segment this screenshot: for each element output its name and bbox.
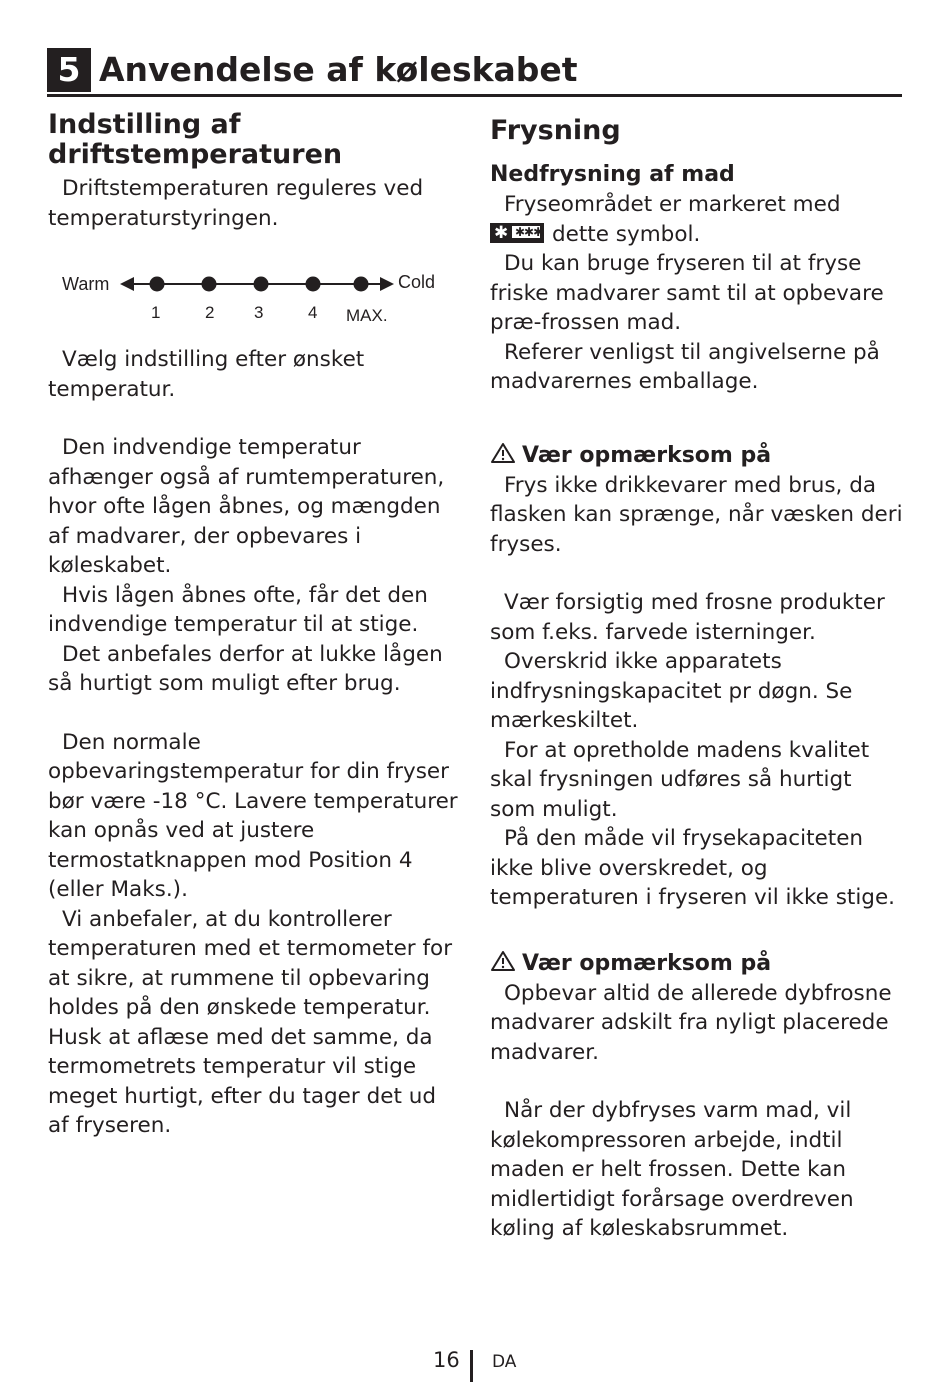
warning-heading bbox=[490, 441, 905, 471]
paragraph bbox=[490, 190, 905, 249]
scale-dot bbox=[354, 277, 369, 292]
text-line: (eller Maks.). bbox=[48, 877, 188, 902]
symbol-caption: dette symbol. bbox=[552, 221, 701, 247]
text-line: Opbevar altid de allerede dybfrosne bbox=[504, 980, 892, 1006]
section-header bbox=[47, 48, 902, 97]
section-number: 5 bbox=[47, 48, 91, 92]
footer-divider bbox=[470, 1350, 473, 1382]
paragraph bbox=[490, 647, 905, 736]
cold-label: Cold bbox=[398, 272, 436, 292]
tick-label: 1 bbox=[151, 303, 161, 322]
text-line: maden er helt frossen. Dette kan bbox=[490, 1157, 847, 1182]
text-line: som f.eks. farvede isterninger. bbox=[490, 619, 816, 645]
tick-label: 4 bbox=[308, 303, 318, 322]
three-star-icon: ✱✱✱ bbox=[512, 226, 540, 238]
arrow-right-icon bbox=[380, 277, 394, 291]
text-line: På den måde vil frysekapaciteten bbox=[504, 826, 864, 851]
text-line: Den indvendige temperatur bbox=[62, 435, 361, 460]
subheading-freezing-food: Nedfrysning af mad bbox=[490, 162, 735, 187]
text-line: temperatur. bbox=[48, 376, 176, 402]
text-line: kølekompressoren arbejde, indtil bbox=[490, 1127, 843, 1153]
paragraph bbox=[48, 433, 458, 581]
text-line: mærkeskiltet. bbox=[490, 708, 639, 733]
text-line: temperaturen med et termometer for bbox=[48, 936, 453, 961]
temperature-scale-diagram bbox=[48, 253, 458, 345]
scale-graphic bbox=[48, 253, 448, 345]
text-line: friske madvarer samt til at opbevare bbox=[490, 280, 884, 306]
text-line: af fryseren. bbox=[48, 1113, 172, 1138]
paragraph bbox=[490, 979, 905, 1068]
text-line: holdes på den ønskede temperatur. bbox=[48, 995, 431, 1020]
text-line: Hvis lågen åbnes ofte, får det den bbox=[62, 582, 428, 608]
text-line: temperaturstyringen. bbox=[48, 205, 279, 231]
text-line: indvendige temperatur til at stige. bbox=[48, 612, 419, 637]
scale-dot bbox=[150, 277, 165, 292]
text-line: skal frysningen udføres så hurtigt bbox=[490, 767, 852, 792]
warning-triangle-icon bbox=[490, 442, 516, 464]
text-line: Du kan bruge fryseren til at fryse bbox=[504, 251, 862, 276]
tick-label: MAX. bbox=[346, 306, 388, 325]
paragraph bbox=[490, 588, 905, 647]
page-number: 16 bbox=[433, 1348, 460, 1372]
heading-line: driftstemperaturen bbox=[48, 139, 343, 170]
text-line: køling af køleskabsrummet. bbox=[490, 1216, 789, 1241]
text-line: fryses. bbox=[490, 531, 562, 557]
text-line: madvarernes emballage. bbox=[490, 369, 759, 394]
text-line: præ-frossen mad. bbox=[490, 310, 682, 335]
paragraph bbox=[490, 736, 905, 825]
text-line: Vælg indstilling efter ønsket bbox=[62, 347, 365, 372]
text-line: Frys ikke drikkevarer med brus, da bbox=[504, 472, 877, 498]
right-column bbox=[490, 110, 905, 1244]
warning-heading bbox=[490, 949, 905, 979]
text-line: indfrysningskapacitet pr døgn. Se bbox=[490, 678, 853, 704]
text-line: afhænger også af rumtemperaturen, bbox=[48, 464, 445, 490]
warning-triangle-icon bbox=[490, 950, 516, 972]
text-line: Det anbefales derfor at lukke lågen bbox=[62, 641, 443, 667]
warning-title: Vær opmærksom på bbox=[522, 442, 772, 468]
text-line: For at opretholde madens kvalitet bbox=[504, 737, 870, 763]
text-line: meget hurtigt, efter du tager det ud bbox=[48, 1083, 436, 1109]
text-line: Fryseområdet er markeret med bbox=[504, 192, 841, 217]
tick-label: 3 bbox=[254, 303, 264, 322]
text-line: madvarer adskilt fra nyligt placerede bbox=[490, 1010, 889, 1035]
scale-dot bbox=[202, 277, 217, 292]
snowflake-icon: ✱ bbox=[494, 222, 509, 243]
text-line: som muligt. bbox=[490, 796, 618, 822]
arrow-left-icon bbox=[120, 277, 134, 291]
left-column bbox=[48, 110, 458, 1141]
freezer-star-icon bbox=[490, 223, 544, 243]
text-line: køleskabet. bbox=[48, 553, 172, 578]
text-line: flasken kan sprænge, når væsken deri bbox=[490, 502, 903, 527]
text-line: hvor ofte lågen åbnes, og mængden bbox=[48, 494, 441, 519]
text-line: at sikre, at rummene til opbevaring bbox=[48, 965, 430, 991]
text-line: termostatknappen mod Position 4 bbox=[48, 847, 413, 873]
paragraph bbox=[490, 249, 905, 338]
text-line: Overskrid ikke apparatets bbox=[504, 649, 782, 674]
heading-operating-temperature bbox=[48, 110, 458, 170]
heading-line: Indstilling af bbox=[48, 109, 241, 140]
scale-dot bbox=[254, 277, 269, 292]
text-line: temperaturen i fryseren vil ikke stige. bbox=[490, 885, 896, 910]
text-line: ikke blive overskredet, og bbox=[490, 855, 768, 881]
warm-label: Warm bbox=[62, 274, 110, 294]
page-footer bbox=[0, 1344, 950, 1384]
paragraph bbox=[490, 824, 905, 913]
text-line: termometrets temperatur vil stige bbox=[48, 1054, 417, 1079]
paragraph-intro bbox=[48, 174, 458, 233]
paragraph bbox=[490, 471, 905, 560]
text-line: kan opnås ved at justere bbox=[48, 818, 315, 843]
text-line: midlertidigt forårsage overdreven bbox=[490, 1186, 854, 1212]
paragraph bbox=[48, 905, 458, 1141]
scale-dot bbox=[306, 277, 321, 292]
paragraph bbox=[490, 338, 905, 397]
language-code: DA bbox=[492, 1352, 517, 1372]
text-line: Vi anbefaler, at du kontrollerer bbox=[62, 906, 392, 932]
warning-title: Vær opmærksom på bbox=[522, 950, 772, 976]
text-line: Når der dybfryses varm mad, vil bbox=[504, 1098, 852, 1123]
text-line: af madvarer, der opbevares i bbox=[48, 523, 362, 549]
text-line: madvarer. bbox=[490, 1039, 599, 1065]
paragraph bbox=[48, 640, 458, 699]
text-line: Referer venligst til angivelserne på bbox=[504, 339, 880, 365]
text-line: bør være -18 °C. Lavere temperaturer bbox=[48, 788, 458, 814]
paragraph bbox=[490, 1096, 905, 1244]
text-line-with-symbol bbox=[490, 220, 905, 250]
heading-freezing: Frysning bbox=[490, 115, 621, 146]
paragraph bbox=[48, 581, 458, 640]
text-line: opbevaringstemperatur for din fryser bbox=[48, 759, 449, 784]
text-line: Vær forsigtig med frosne produkter bbox=[504, 590, 885, 615]
section-title: Anvendelse af køleskabet bbox=[99, 50, 578, 89]
paragraph bbox=[48, 345, 458, 404]
tick-label: 2 bbox=[205, 303, 215, 322]
text-line: Den normale bbox=[62, 729, 201, 755]
text-line: Husk at aflæse med det samme, da bbox=[48, 1024, 433, 1050]
paragraph bbox=[48, 728, 458, 905]
text-line: Driftstemperaturen reguleres ved bbox=[62, 176, 424, 201]
text-line: så hurtigt som muligt efter brug. bbox=[48, 671, 401, 696]
